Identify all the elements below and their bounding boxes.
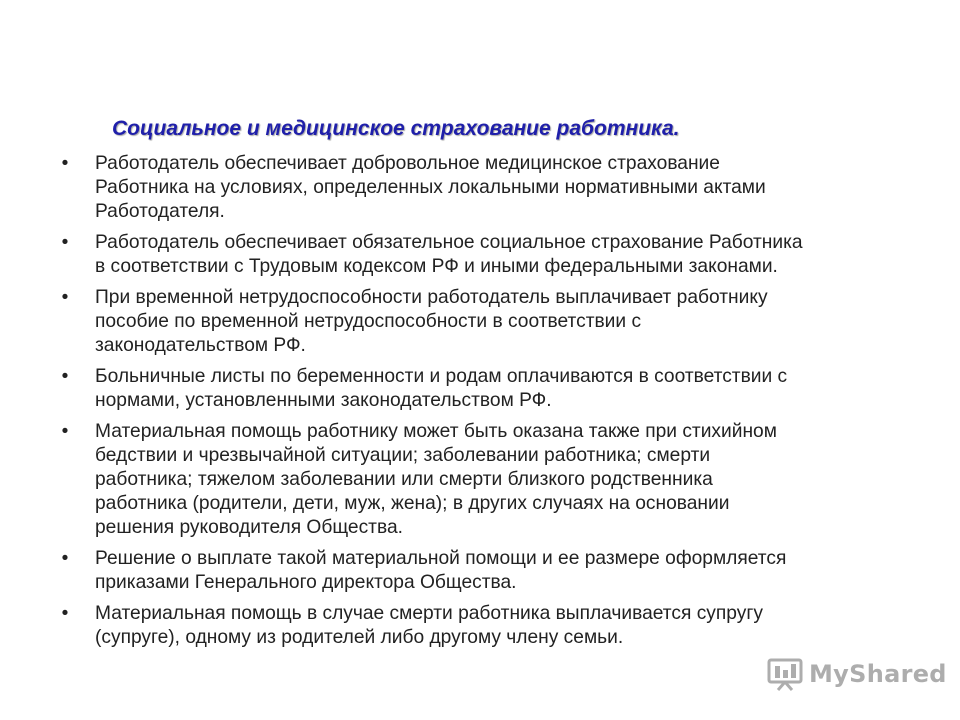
bullet-marker: • [61,287,69,308]
bullet-text-line: Материальная помощь работнику может быть оказана также при стихийном [95,421,777,442]
bullet-text-line: решения руководителя Общества. [95,517,403,538]
bullet-item [60,547,910,595]
bullet-text-line: бедствии и чрезвычайной ситуации; заболевании работника; смерти [95,445,711,466]
bullet-item [60,602,910,650]
bullet-text-line: пособие по временной нетрудоспособности в соответствии с [95,311,642,332]
presentation-board-icon [766,656,804,692]
bullet-text-line: приказами Генерального директора Общества. [95,572,517,593]
bullet-text-line: Работодатель обеспечивает добровольное медицинское страхование [95,153,720,174]
bullet-text-line: законодательством РФ. [95,335,306,356]
bullet-text-line: При временной нетрудоспособности работодатель выплачивает работнику [95,287,768,308]
bullet-text-line: работника (родители, дети, муж, жена); в других случаях на основании [95,493,730,514]
bullet-text-line: в соответствии с Трудовым кодексом РФ и иными федеральными законами. [95,256,778,277]
bullet-item [60,286,910,358]
bullet-item [60,231,910,279]
bullet-item [60,365,910,413]
bullet-text-line: Решение о выплате такой материальной помощи и ее размере оформляется [95,548,787,569]
bullet-marker: • [61,366,69,387]
bullet-text-line: нормами, установленными законодательством РФ. [95,390,552,411]
bullet-text-line: работника; тяжелом заболевании или смерти близкого родственника [95,469,713,490]
bullet-text-line: Материальная помощь в случае смерти работника выплачивается супругу [95,603,763,624]
bullet-marker: • [61,421,69,442]
bullet-marker: • [61,232,69,253]
watermark-text: MyShared [809,660,947,688]
bullet-text-line: Работника на условиях, определенных локальными нормативными актами [95,177,766,198]
bullet-marker: • [61,153,69,174]
bullet-marker: • [61,603,69,624]
bullet-text-line: Больничные листы по беременности и родам оплачиваются в соответствии с [95,366,788,387]
bullet-text-line: Работодателя. [95,201,225,222]
bullet-marker: • [61,548,69,569]
bullet-text-line: Работодатель обеспечивает обязательное социальное страхование Работника [95,232,803,253]
bullet-item [60,420,910,540]
bullet-item [60,152,910,224]
bullet-text-line: (супруге), одному из родителей либо другому члену семьи. [95,627,624,648]
bullet-list [60,152,910,657]
slide-title: Социальное и медицинское страхование работника. [112,117,680,140]
watermark-logo [766,656,947,692]
